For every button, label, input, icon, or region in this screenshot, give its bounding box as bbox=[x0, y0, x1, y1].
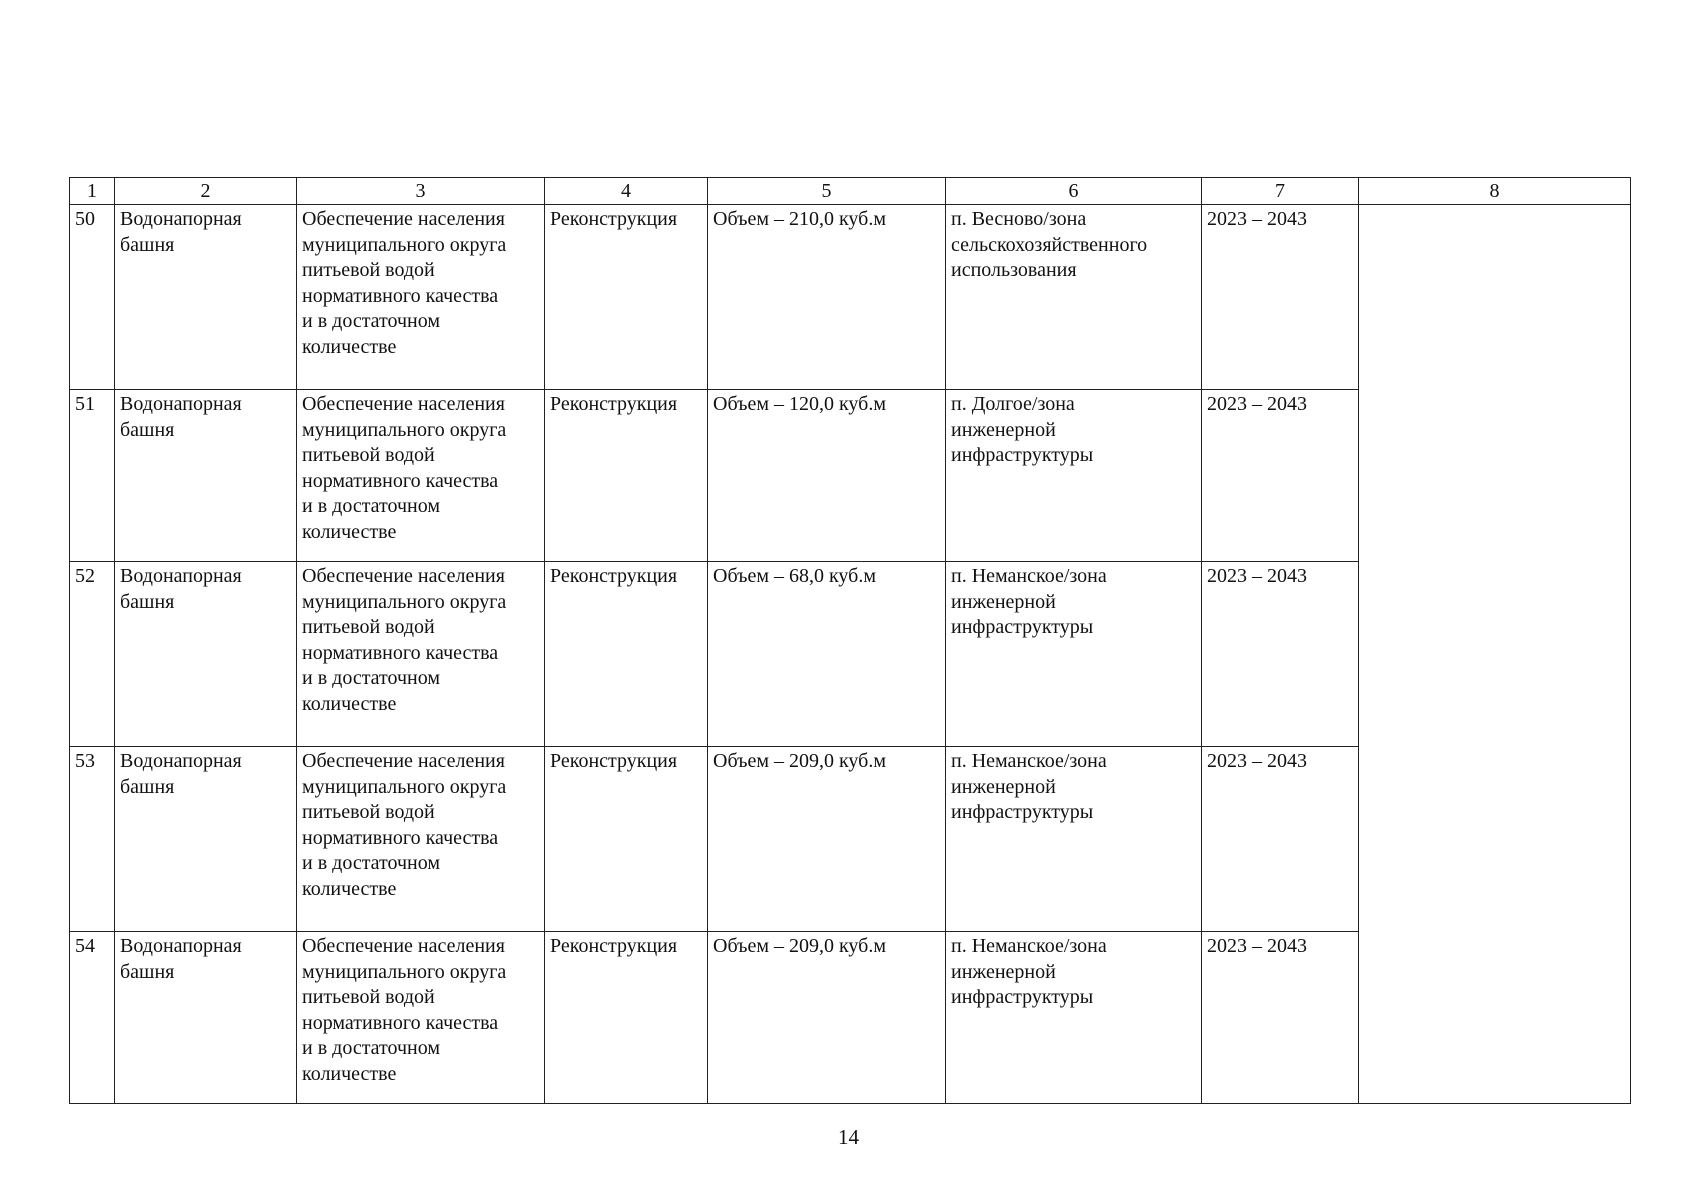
characteristics-cell: Объем – 120,0 куб.м bbox=[708, 390, 946, 562]
purpose-line: питьевой водой bbox=[302, 801, 435, 823]
purpose-cell bbox=[297, 562, 545, 747]
purpose-line: и в достаточном bbox=[302, 310, 441, 332]
row-number: 54 bbox=[70, 932, 115, 1104]
purpose-line: и в достаточном bbox=[302, 1037, 441, 1059]
object-name-cell bbox=[115, 747, 297, 932]
location-line: п. Неманское/зона bbox=[951, 565, 1107, 587]
characteristics-cell: Объем – 68,0 куб.м bbox=[708, 562, 946, 747]
location-line: инфраструктуры bbox=[951, 801, 1094, 823]
purpose-cell bbox=[297, 932, 545, 1104]
purpose-line: нормативного качества bbox=[302, 469, 499, 492]
page-number: 14 bbox=[838, 1125, 859, 1149]
characteristics-cell: Объем – 209,0 куб.м bbox=[708, 747, 946, 932]
object-name-line: Водонапорная bbox=[120, 208, 242, 230]
purpose-line: муниципального округа bbox=[302, 418, 507, 441]
years-cell: 2023 – 2043 bbox=[1202, 747, 1359, 932]
object-name-line: башня bbox=[120, 233, 175, 256]
purpose-line: муниципального округа bbox=[302, 775, 507, 798]
location-line: п. Неманское/зона bbox=[951, 750, 1107, 772]
purpose-line: питьевой водой bbox=[302, 616, 435, 638]
column-header: 5 bbox=[708, 178, 946, 205]
purpose-line: Обеспечение населения bbox=[302, 935, 505, 957]
purpose-line: количестве bbox=[302, 877, 397, 900]
row-number: 50 bbox=[70, 205, 115, 390]
object-name-line: башня bbox=[120, 775, 175, 798]
purpose-line: нормативного качества bbox=[302, 826, 499, 849]
row-number: 52 bbox=[70, 562, 115, 747]
location-line: инфраструктуры bbox=[951, 616, 1094, 638]
location-line: п. Весново/зона bbox=[951, 208, 1087, 230]
purpose-line: Обеспечение населения bbox=[302, 750, 505, 772]
object-name-line: Водонапорная bbox=[120, 565, 242, 587]
work-type-cell: Реконструкция bbox=[545, 205, 708, 390]
years-cell: 2023 – 2043 bbox=[1202, 390, 1359, 562]
purpose-cell bbox=[297, 747, 545, 932]
column-header: 4 bbox=[545, 178, 708, 205]
work-type-cell: Реконструкция bbox=[545, 562, 708, 747]
location-cell bbox=[946, 390, 1202, 562]
location-line: использования bbox=[951, 259, 1077, 281]
object-name-cell bbox=[115, 932, 297, 1104]
years-cell: 2023 – 2043 bbox=[1202, 932, 1359, 1104]
purpose-line: питьевой водой bbox=[302, 444, 435, 466]
work-type-cell: Реконструкция bbox=[545, 390, 708, 562]
object-name-line: башня bbox=[120, 960, 175, 983]
purpose-line: нормативного качества bbox=[302, 1011, 499, 1034]
location-line: инженерной bbox=[951, 590, 1056, 613]
purpose-line: питьевой водой bbox=[302, 986, 435, 1008]
years-cell: 2023 – 2043 bbox=[1202, 205, 1359, 390]
purpose-cell bbox=[297, 205, 545, 390]
row-number: 53 bbox=[70, 747, 115, 932]
object-name-line: башня bbox=[120, 590, 175, 613]
column-header: 8 bbox=[1359, 178, 1631, 205]
location-line: инженерной bbox=[951, 775, 1056, 798]
location-line: инженерной bbox=[951, 960, 1056, 983]
object-name-line: Водонапорная bbox=[120, 393, 242, 415]
object-name-line: Водонапорная bbox=[120, 935, 242, 957]
work-type-cell: Реконструкция bbox=[545, 932, 708, 1104]
object-name-line: башня bbox=[120, 418, 175, 441]
object-name-cell bbox=[115, 390, 297, 562]
purpose-line: количестве bbox=[302, 692, 397, 715]
location-line: сельскохозяйственного bbox=[951, 233, 1148, 256]
purpose-line: питьевой водой bbox=[302, 259, 435, 281]
row-number: 51 bbox=[70, 390, 115, 562]
purpose-line: Обеспечение населения bbox=[302, 208, 505, 230]
characteristics-cell: Объем – 210,0 куб.м bbox=[708, 205, 946, 390]
purpose-line: и в достаточном bbox=[302, 852, 441, 874]
location-line: инженерной bbox=[951, 418, 1056, 441]
purpose-line: муниципального округа bbox=[302, 233, 507, 256]
object-name-line: Водонапорная bbox=[120, 750, 242, 772]
empty-column-8-cell bbox=[1359, 205, 1631, 1104]
location-line: инфраструктуры bbox=[951, 444, 1094, 466]
location-cell bbox=[946, 747, 1202, 932]
column-number-header-row bbox=[70, 178, 1631, 205]
purpose-line: количестве bbox=[302, 335, 397, 358]
location-cell bbox=[946, 205, 1202, 390]
purpose-line: нормативного качества bbox=[302, 641, 499, 664]
table-row bbox=[70, 205, 1631, 390]
purpose-line: количестве bbox=[302, 1062, 397, 1085]
work-type-cell: Реконструкция bbox=[545, 747, 708, 932]
years-cell: 2023 – 2043 bbox=[1202, 562, 1359, 747]
object-name-cell bbox=[115, 562, 297, 747]
location-line: п. Неманское/зона bbox=[951, 935, 1107, 957]
purpose-line: количестве bbox=[302, 520, 397, 543]
location-line: п. Долгое/зона bbox=[951, 393, 1075, 415]
characteristics-cell: Объем – 209,0 куб.м bbox=[708, 932, 946, 1104]
column-header: 2 bbox=[115, 178, 297, 205]
location-cell bbox=[946, 932, 1202, 1104]
column-header: 1 bbox=[70, 178, 115, 205]
purpose-line: Обеспечение населения bbox=[302, 565, 505, 587]
purpose-line: нормативного качества bbox=[302, 284, 499, 307]
purpose-line: и в достаточном bbox=[302, 495, 441, 517]
object-name-cell bbox=[115, 205, 297, 390]
location-cell bbox=[946, 562, 1202, 747]
purpose-line: Обеспечение населения bbox=[302, 393, 505, 415]
purpose-line: и в достаточном bbox=[302, 667, 441, 689]
purpose-line: муниципального округа bbox=[302, 960, 507, 983]
purpose-cell bbox=[297, 390, 545, 562]
purpose-line: муниципального округа bbox=[302, 590, 507, 613]
column-header: 6 bbox=[946, 178, 1202, 205]
column-header: 7 bbox=[1202, 178, 1359, 205]
column-header: 3 bbox=[297, 178, 545, 205]
location-line: инфраструктуры bbox=[951, 986, 1094, 1008]
data-table bbox=[69, 177, 1631, 1104]
